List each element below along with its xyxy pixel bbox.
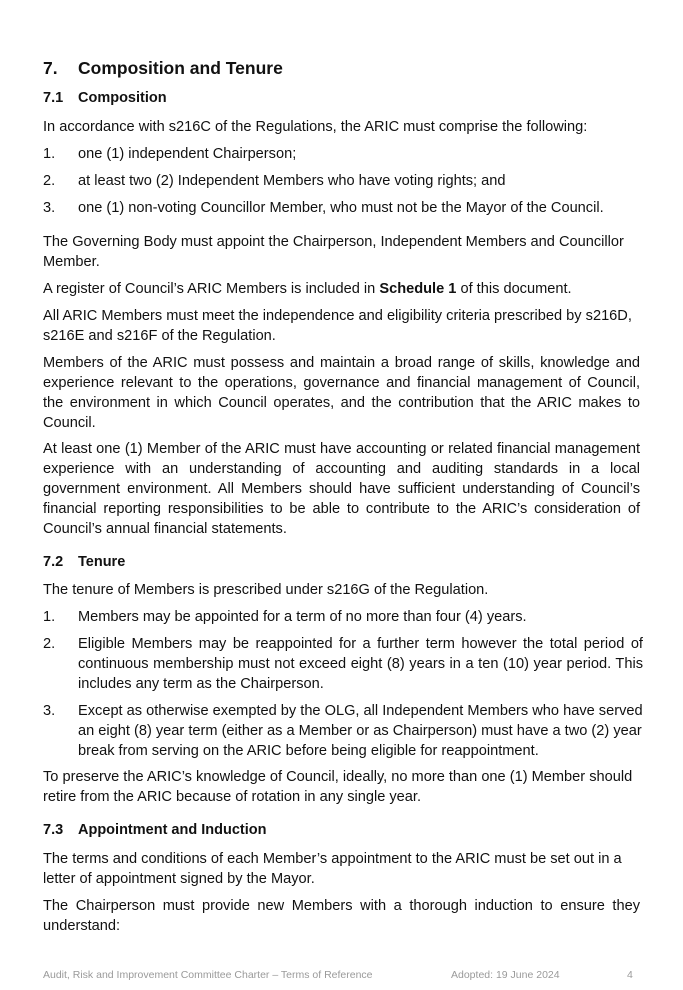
- skills-paragraph: Members of the ARIC must possess and maintain a broad range of skills, knowledge and experience relevant to the operations, governance and financial management of Council, the environment in which Council operates, and the contribution that the ARIC makes to Council.: [43, 355, 640, 431]
- appointment-title: Appointment and Induction: [78, 822, 267, 838]
- composition-list-item: [43, 171, 643, 191]
- composition-list-item: [43, 144, 643, 164]
- tenure-title: Tenure: [78, 554, 126, 570]
- appointment-heading: [43, 822, 266, 838]
- list-text: Except as otherwise exempted by the OLG, all Independent Members who have served an eight (8) year term (either as a Member or as Chairperson) must have a two (2) year break from serving on the ARIC before being eligible for reappointment.: [78, 703, 643, 759]
- footer-title: Audit, Risk and Improvement Committee Charter – Terms of Reference: [43, 969, 373, 981]
- rotation-paragraph: To preserve the ARIC’s knowledge of Council, ideally, no more than one (1) Member should retire from the ARIC because of rotation in any single year.: [43, 769, 633, 805]
- footer-page-number: 4: [627, 969, 633, 981]
- section-title: Composition and Tenure: [78, 58, 283, 78]
- composition-intro: In accordance with s216C of the Regulations, the ARIC must comprise the following:: [43, 119, 588, 135]
- list-text: Eligible Members may be reappointed for a further term however the total period of continuous membership must not exceed eight (8) years in a ten (10) year period. This includes any term as the Chairperson.: [78, 636, 643, 692]
- induction-paragraph: The Chairperson must provide new Members with a thorough induction to ensure they understand:: [43, 898, 640, 934]
- list-number: 2.: [43, 636, 56, 652]
- composition-heading: [43, 90, 167, 106]
- list-number: 1.: [43, 609, 56, 625]
- composition-title: Composition: [78, 90, 167, 106]
- list-text: one (1) independent Chairperson;: [78, 146, 297, 162]
- schedule-reference: Schedule 1: [379, 281, 457, 297]
- list-text: at least two (2) Independent Members who have voting rights; and: [78, 173, 506, 189]
- appointment-terms-paragraph: The terms and conditions of each Member’s appointment to the ARIC must be set out in a letter of appointment signed by the Mayor.: [43, 851, 622, 887]
- composition-list-item: [43, 198, 643, 218]
- tenure-number: 7.2: [43, 554, 64, 570]
- tenure-intro: The tenure of Members is prescribed under s216G of the Regulation.: [43, 582, 489, 598]
- register-text-after: of this document.: [456, 281, 572, 297]
- footer-adopted-date: Adopted: 19 June 2024: [451, 969, 560, 981]
- section-heading: [43, 58, 283, 79]
- list-number: 1.: [43, 146, 56, 162]
- register-text-before: A register of Council’s ARIC Members is included in: [43, 281, 380, 297]
- list-number: 3.: [43, 703, 56, 719]
- list-text: one (1) non-voting Councillor Member, who must not be the Mayor of the Council.: [78, 200, 604, 216]
- tenure-list-item: [43, 607, 643, 627]
- register-paragraph: [43, 279, 640, 299]
- list-number: 3.: [43, 200, 56, 216]
- composition-number: 7.1: [43, 90, 64, 106]
- tenure-list-item: [43, 701, 643, 761]
- governing-body-paragraph: The Governing Body must appoint the Chairperson, Independent Members and Councillor Member.: [43, 234, 624, 270]
- list-text: Members may be appointed for a term of no more than four (4) years.: [78, 609, 527, 625]
- section-number: 7.: [43, 58, 58, 78]
- criteria-paragraph: All ARIC Members must meet the independence and eligibility criteria prescribed by s216D, s216E and s216F of the Regulation.: [43, 308, 632, 344]
- tenure-heading: [43, 554, 125, 570]
- list-number: 2.: [43, 173, 56, 189]
- appointment-number: 7.3: [43, 822, 64, 838]
- tenure-list-item: [43, 634, 643, 694]
- accounting-paragraph: At least one (1) Member of the ARIC must have accounting or related financial management experience with an understanding of accounting and auditing standards in a local government environment. All Members should have sufficient understanding of Council’s financial reporting responsibilities to be able to contribute to the ARIC’s consideration of Council’s annual financial statements.: [43, 441, 640, 537]
